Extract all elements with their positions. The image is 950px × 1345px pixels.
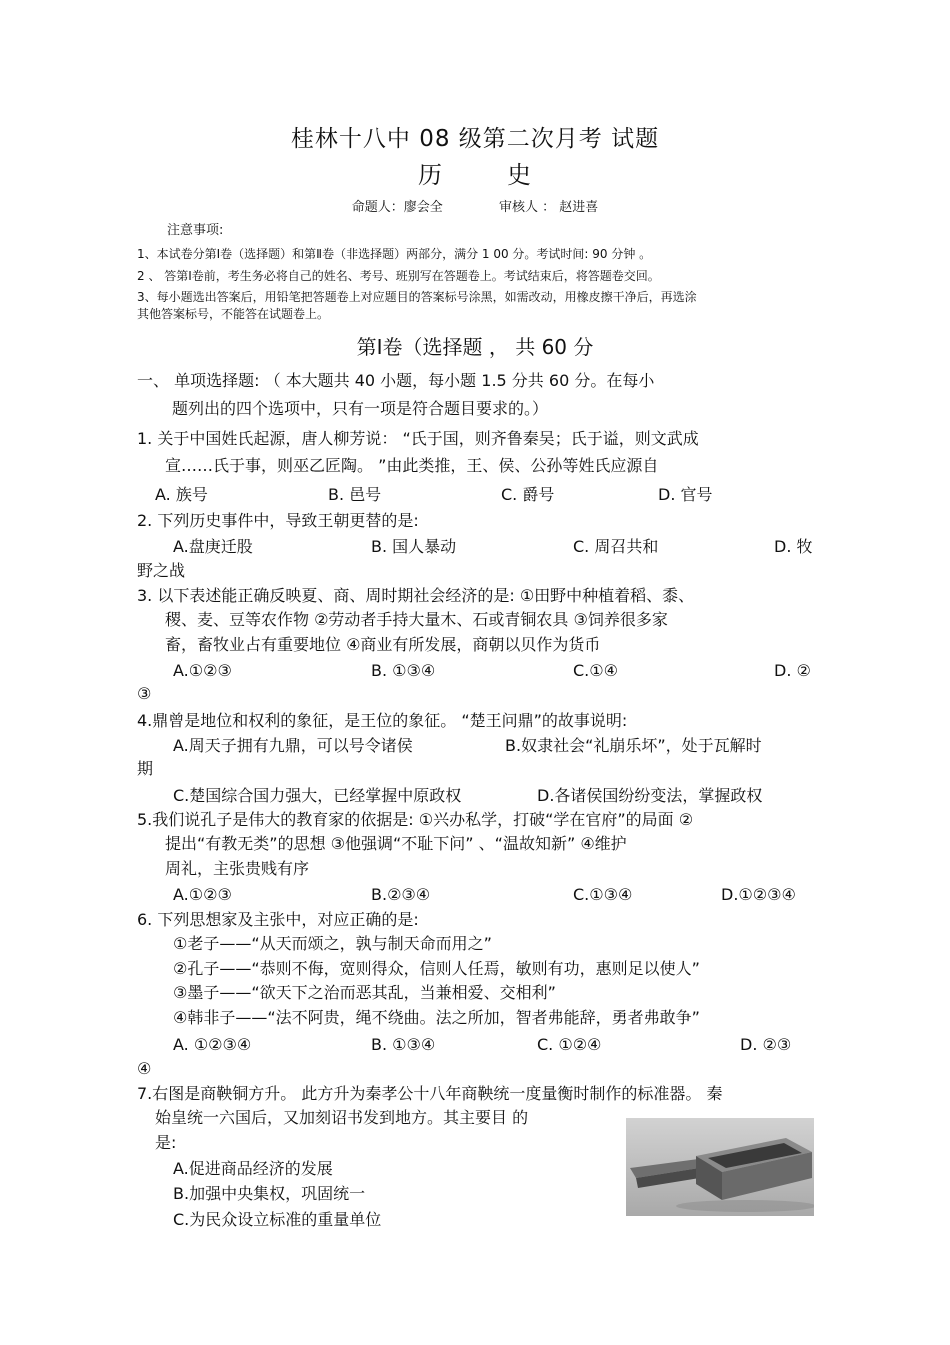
section-instruction-2: 题列出的四个选项中，只有一项是符合题目要求的。） <box>172 399 549 418</box>
section-instruction-1: 一、 单项选择题: （ 本大题共 40 小题，每小题 1.5 分共 60 分。在每小 <box>137 371 655 390</box>
reviewer: 审核人 ： 赵进喜 <box>498 200 599 215</box>
subject-heading <box>0 155 950 190</box>
q3-line-3: 畜，畜牧业占有重要地位 ④商业有所发展，商朝以贝作为货币 <box>165 635 601 654</box>
q2-line-1: 2. 下列历史事件中，导致王朝更替的是: <box>137 511 419 530</box>
q3-option-d: D. ② <box>774 661 811 680</box>
q3-line-1: 3. 以下表述能正确反映夏、商、周时期社会经济的是: ①田野中种植着稻、黍、 <box>137 586 695 605</box>
q7-option-b: B.加强中央集权，巩固统一 <box>173 1184 366 1203</box>
q2-option-a: A.盘庚迁股 <box>173 537 253 556</box>
q4-line-1: 4.鼎曾是地位和权利的象征，是王位的象征。 “楚王问鼎”的故事说明: <box>137 711 628 730</box>
q6-option-a: A. ①②③④ <box>173 1035 252 1054</box>
q5-line-3: 周礼，主张贵贱有序 <box>165 859 310 878</box>
q1-line-1: 1. 关于中国姓氏起源，唐人柳芳说： “氏于国，则齐鲁秦吴；氏于谥，则文武成 <box>137 429 699 448</box>
q4-wrap: 期 <box>137 759 154 778</box>
q6-item-3: ③墨子——“欲天下之治而恶其乱，当兼相爱、交相利” <box>173 983 556 1002</box>
q2-option-c: C. 周召共和 <box>573 537 659 556</box>
q6-wrap: ④ <box>137 1059 152 1078</box>
q6-option-d: D. ②③ <box>740 1035 792 1054</box>
q6-line-1: 6. 下列思想家及主张中，对应正确的是: <box>137 910 419 929</box>
q1-line-2: 宣……氏于事，则巫乙匠陶。 ”由此类推，王、侯、公孙等姓氏应源自 <box>165 456 659 475</box>
q5-option-d: D.①②③④ <box>721 885 796 904</box>
q3-wrap: ③ <box>137 684 152 703</box>
q4-option-d: D.各诸侯国纷纷变法，掌握政权 <box>537 786 763 805</box>
note-3b: 其他答案标号，不能答在试题卷上。 <box>137 307 330 321</box>
q4-option-b: B.奴隶社会“礼崩乐坏”，处于瓦解时 <box>505 736 762 755</box>
note-3a: 3、每小题选出答案后，用铅笔把答题卷上对应题目的答案标号涂黑，如需改动，用橡皮擦干净后，再选涂 <box>137 290 697 304</box>
q1-option-a: A. 族号 <box>155 485 208 504</box>
subject-char-2: 史 <box>507 161 532 189</box>
q5-option-c: C.①③④ <box>573 885 633 904</box>
q6-option-b: B. ①③④ <box>371 1035 436 1054</box>
q7-line-1: 7.右图是商鞅铜方升。 此方升为秦孝公十八年商鞅统一度量衡时制作的标准器。 秦 <box>137 1084 723 1103</box>
q4-option-a: A.周天子拥有九鼎，可以号令诸侯 <box>173 736 413 755</box>
author-line <box>0 196 950 215</box>
q2-wrap: 野之战 <box>137 561 186 580</box>
q3-option-b: B. ①③④ <box>371 661 436 680</box>
q1-option-d: D. 官号 <box>658 485 713 504</box>
q6-item-4: ④韩非子——“法不阿贵，绳不绕曲。法之所加，智者弗能辞，勇者弗敢争” <box>173 1008 700 1027</box>
q3-option-a: A.①②③ <box>173 661 232 680</box>
q6-item-1: ①老子——“从天而颂之，孰与制天命而用之” <box>173 934 492 953</box>
q3-option-c: C.①④ <box>573 661 618 680</box>
q5-line-2: 提出“有教无类”的思想 ③他强调“不耻下问” 、“温故知新” ④维护 <box>165 834 627 853</box>
q7-option-c: C.为民众设立标准的重量单位 <box>173 1210 382 1229</box>
subject-char-1: 历 <box>418 161 443 189</box>
q7-line-2: 始皇统一六国后，又加刻诏书发到地方。其主要目 的 <box>155 1108 529 1127</box>
q1-option-b: B. 邑号 <box>328 485 382 504</box>
exam-title: 桂林十八中 08 级第二次月考 试题 <box>290 126 660 152</box>
q3-line-2: 稷、麦、豆等农作物 ②劳动者手持大量木、石或青铜农具 ③饲养很多家 <box>165 610 668 629</box>
q2-option-d: D. 牧 <box>774 537 813 556</box>
q6-option-c: C. ①②④ <box>537 1035 602 1054</box>
shang-yang-bronze-measure-photo <box>626 1118 814 1216</box>
q4-option-c: C.楚国综合国力强大，已经掌握中原政权 <box>173 786 462 805</box>
note-1: 1、本试卷分第Ⅰ卷（选择题）和第Ⅱ卷（非选择题）两部分，满分 1 00 分。考试时间: 90 分钟 。 <box>137 247 652 261</box>
note-2: 2 、 答第Ⅰ卷前，考生务必将自己的姓名、考号、班别写在答题卷上。考试结束后，将答题卷交回。 <box>137 269 660 283</box>
q1-option-c: C. 爵号 <box>501 485 555 504</box>
bronze-measure-image <box>626 1118 814 1216</box>
notes-heading: 注意事项: <box>167 223 224 238</box>
q5-line-1: 5.我们说孔子是伟大的教育家的依据是: ①兴办私学，打破“学在官府”的局面 ② <box>137 810 694 829</box>
q7-line-3: 是: <box>155 1133 177 1152</box>
q5-option-b: B.②③④ <box>371 885 431 904</box>
q7-option-a: A.促进商品经济的发展 <box>173 1159 333 1178</box>
q6-item-2: ②孔子——“恭则不侮，宽则得众，信则人任焉，敏则有功，惠则足以使人” <box>173 959 700 978</box>
section-title: 第Ⅰ卷（选择题 ， 共 60 分 <box>356 335 594 359</box>
q2-option-b: B. 国人暴动 <box>371 537 457 556</box>
author: 命题人：廖会全 <box>351 200 443 215</box>
q5-option-a: A.①②③ <box>173 885 232 904</box>
